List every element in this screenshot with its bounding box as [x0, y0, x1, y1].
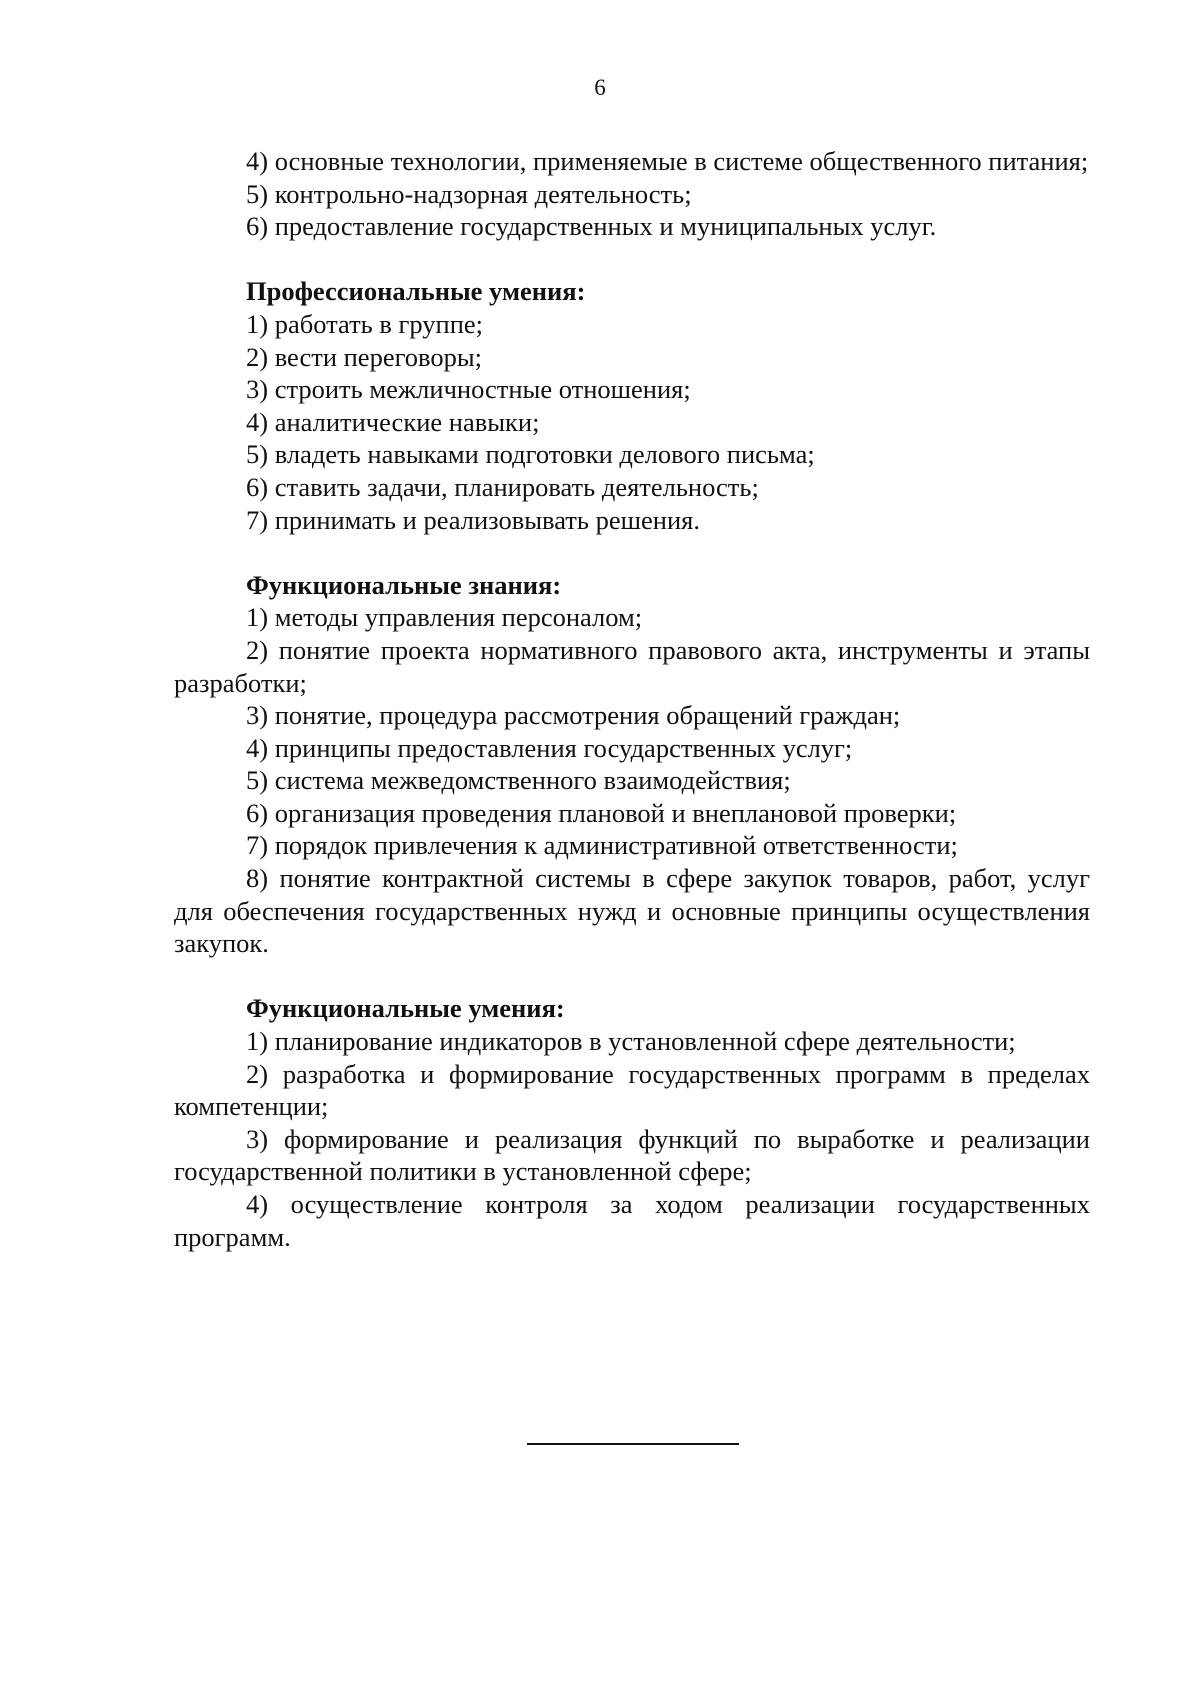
list-item: 5) система межведомственного взаимодействия; — [246, 765, 791, 796]
list-item: 3) строить межличностные отношения; — [246, 374, 691, 405]
list-item: 1) планирование индикаторов в установленной сфере деятельности; — [246, 1026, 1016, 1057]
page-number: 6 — [594, 75, 606, 100]
list-item: 1) методы управления персоналом; — [246, 602, 643, 633]
list-item: 2) разработка и формирование государственных программ в пределах компетенции; — [174, 1058, 1090, 1122]
list-item: 6) организация проведения плановой и внеплановой проверки; — [246, 797, 957, 828]
section-professional-skills — [174, 275, 1090, 536]
list-item: 6) ставить задачи, планировать деятельность; — [246, 471, 759, 502]
document-body — [174, 145, 1090, 1253]
list-item: 4) аналитические навыки; — [246, 406, 540, 437]
list-item: 5) контрольно-надзорная деятельность; — [246, 178, 692, 209]
list-item: 3) формирование и реализация функций по выработке и реализации государственной политики в установленной сфере; — [174, 1123, 1090, 1187]
list-item: 2) вести переговоры; — [246, 341, 483, 372]
list-item: 7) порядок привлечения к административной ответственности; — [246, 830, 958, 861]
list-item: 4) осуществление контроля за ходом реализации государственных программ. — [174, 1189, 1090, 1252]
list-item: 2) понятие проекта нормативного правового акта, инструменты и этапы разработки; — [174, 634, 1090, 698]
list-item: 4) основные технологии, применяемые в системе общественного питания; — [246, 146, 1089, 176]
list-item: 1) работать в группе; — [246, 308, 484, 339]
list-item: 4) принципы предоставления государственных услуг; — [246, 732, 853, 763]
end-rule — [527, 1443, 739, 1445]
list-item: 3) понятие, процедура рассмотрения обращений граждан; — [246, 700, 901, 731]
section-heading: Функциональные знания: — [246, 569, 562, 600]
section-functional-skills — [174, 992, 1090, 1253]
section-heading: Профессиональные умения: — [246, 276, 586, 307]
list-item: 8) понятие контрактной системы в сфере закупок товаров, работ, услуг для обеспечения государственных нужд и основные принципы осуществления закупок. — [174, 863, 1090, 959]
section-heading: Функциональные умения: — [246, 993, 565, 1024]
intro-list — [174, 145, 1090, 243]
list-item: 6) предоставление государственных и муниципальных услуг. — [246, 211, 937, 242]
section-functional-knowledge — [174, 569, 1090, 960]
list-item: 5) владеть навыками подготовки делового письма; — [246, 439, 815, 470]
list-item: 7) принимать и реализовывать решения. — [246, 504, 700, 535]
